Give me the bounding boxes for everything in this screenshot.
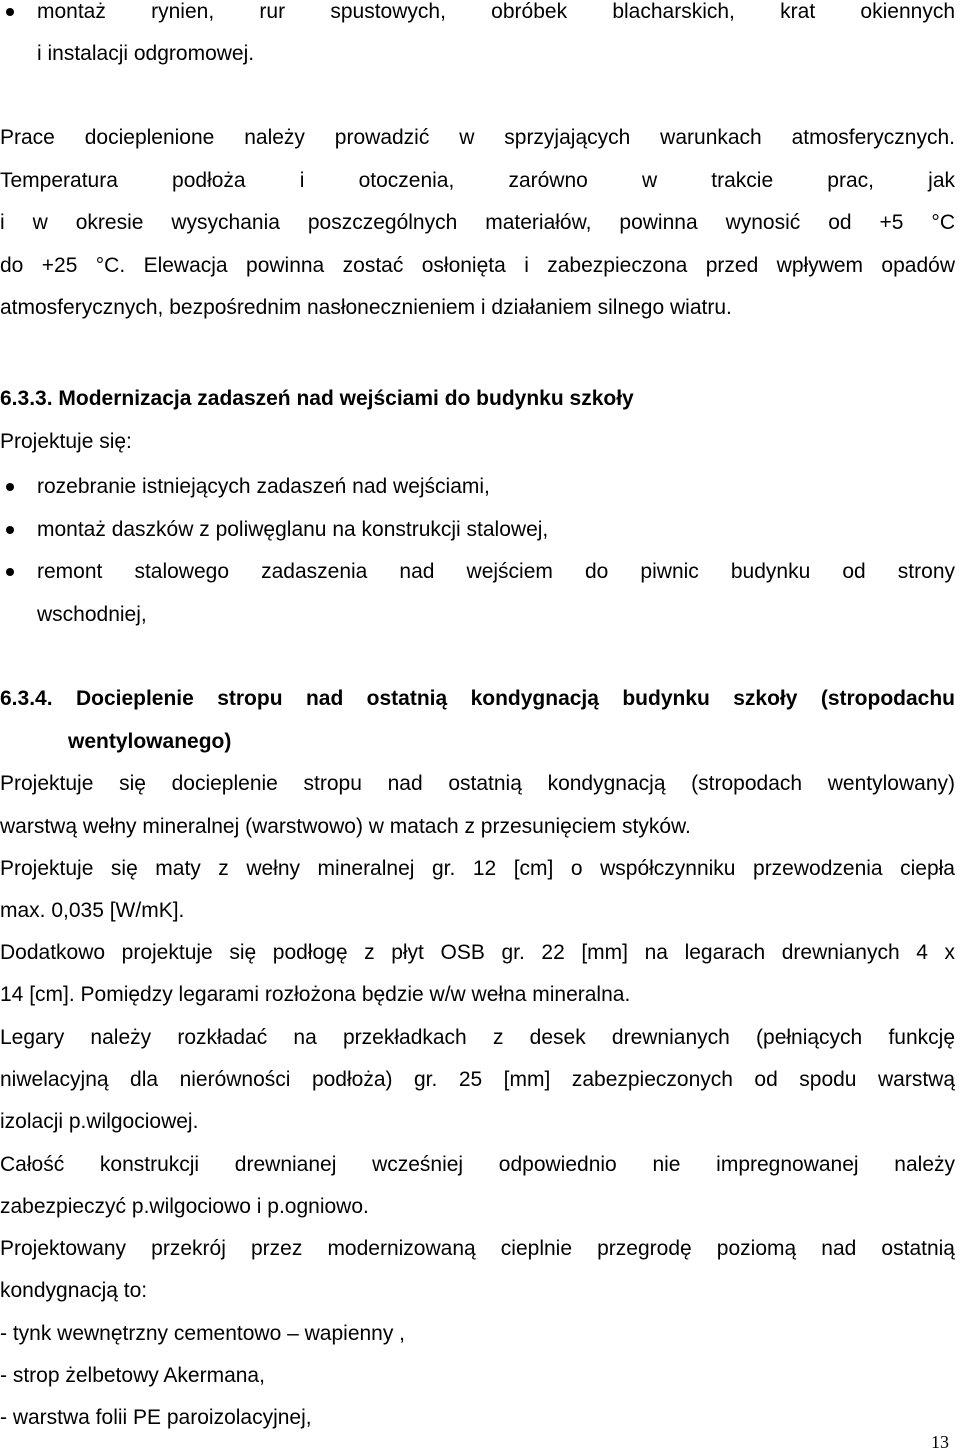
bullet-text: rozebranie istniejących zadaszeń nad wejściami,	[37, 475, 490, 498]
paragraph-line: kondygnacją to:	[0, 1279, 148, 1302]
section-heading	[0, 687, 955, 711]
section-title-continued: wentylowanego)	[68, 730, 232, 753]
bullet-icon	[6, 568, 14, 576]
list-item: - strop żelbetowy Akermana,	[0, 1364, 265, 1387]
section-heading	[0, 387, 955, 411]
bullet-text: montaż daszków z poliwęglanu na konstrukcji stalowej,	[37, 518, 549, 541]
paragraph-line: Temperatura podłoża i otoczenia, zarówno w trakcie prac, jak	[0, 169, 955, 192]
paragraph-line: Legary należy rozkładać na przekładkach z desek drewnianych (pełniących funkcję	[0, 1026, 955, 1049]
paragraph-line: i w okresie wysychania poszczególnych materiałów, powinna wynosić od +5 °C	[0, 211, 955, 234]
section-title: Docieplenie stropu nad ostatnią kondygnacją budynku szkoły (stropodachu	[75, 687, 955, 710]
paragraph-line: Projektuje się docieplenie stropu nad ostatnią kondygnacją (stropodach wentylowany)	[0, 772, 955, 795]
paragraph-line: zabezpieczyć p.wilgociowo i p.ogniowo.	[0, 1195, 369, 1218]
section-number: 6.3.3.	[0, 387, 53, 410]
bullet-text: wschodniej,	[37, 603, 147, 626]
paragraph-line: do +25 °C. Elewacja powinna zostać osłonięta i zabezpieczona przed wpływem opadów	[0, 254, 955, 277]
bullet-text: remont stalowego zadaszenia nad wejściem do piwnic budynku od strony	[37, 560, 955, 583]
bullet-text: montaż rynien, rur spustowych, obróbek blacharskich, krat okiennych	[37, 0, 955, 23]
paragraph-line: 14 [cm]. Pomiędzy legarami rozłożona będzie w/w wełna mineralna.	[0, 983, 631, 1006]
paragraph-line: niwelacyjną dla nierówności podłoża) gr. 25 [mm] zabezpieczonych od spodu warstwą	[0, 1068, 955, 1091]
bullet-icon	[6, 8, 14, 16]
paragraph-line: Całość konstrukcji drewnianej wcześniej odpowiednio nie impregnowanej należy	[0, 1153, 955, 1176]
paragraph-line: izolacji p.wilgociowej.	[0, 1110, 199, 1133]
list-item: - warstwa folii PE paroizolacyjnej,	[0, 1406, 312, 1429]
section-number: 6.3.4.	[0, 687, 53, 710]
paragraph-line: warstwą wełny mineralnej (warstwowo) w matach z przesunięciem styków.	[0, 815, 691, 838]
list-item: - tynk wewnętrzny cementowo – wapienny ,	[0, 1322, 406, 1345]
paragraph-line: Prace docieplenione należy prowadzić w sprzyjających warunkach atmosferycznych.	[0, 126, 955, 149]
paragraph-line: Projektuje się maty z wełny mineralnej gr. 12 [cm] o współczynniku przewodzenia ciepła	[0, 857, 955, 880]
paragraph-line: max. 0,035 [W/mK].	[0, 899, 185, 922]
paragraph-line: Dodatkowo projektuje się podłogę z płyt OSB gr. 22 [mm] na legarach drewnianych 4 x	[0, 941, 955, 964]
bullet-icon	[6, 526, 14, 534]
paragraph-line: Projektowany przekrój przez modernizowaną cieplnie przegrodę poziomą nad ostatnią	[0, 1237, 955, 1260]
bullet-icon	[6, 483, 14, 491]
bullet-text: i instalacji odgromowej.	[37, 42, 255, 65]
paragraph-line: atmosferycznych, bezpośrednim nasłonecznieniem i działaniem silnego wiatru.	[0, 296, 732, 319]
section-intro: Projektuje się:	[0, 430, 132, 453]
page-number: 13	[931, 1432, 949, 1452]
section-title: Modernizacja zadaszeń nad wejściami do budynku szkoły	[58, 387, 634, 410]
